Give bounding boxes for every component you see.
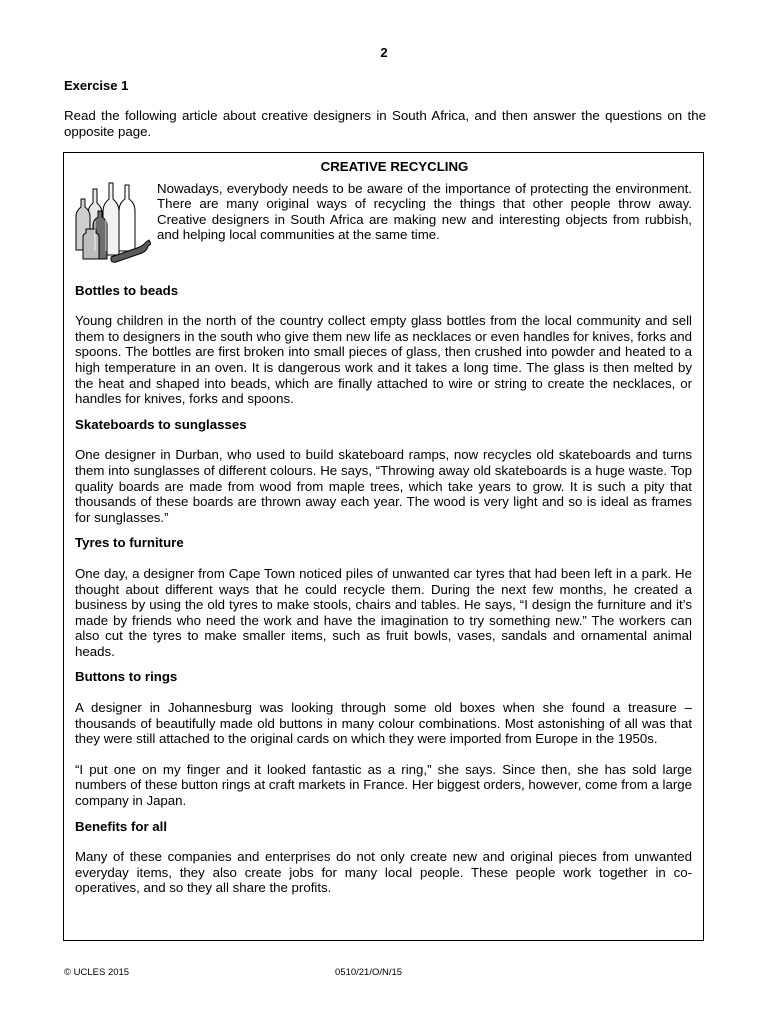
article-intro: Nowadays, everybody needs to be aware of the importance of protecting the environment. There are many original ways of recycling the things that other people throw away. Creative designers in South Africa are making new and interesting objects from rubbish, and helping local communities at the same time.: [157, 180, 692, 243]
article-content: [75, 159, 692, 896]
article-title: CREATIVE RECYCLING: [320, 159, 469, 174]
footer-copyright: © UCLES 2015: [64, 967, 130, 978]
section-heading-benefits-for-all: Benefits for all: [75, 818, 168, 834]
section-heading-buttons-to-rings: Buttons to rings: [75, 669, 178, 685]
article-box: [63, 152, 704, 941]
instructions: Read the following article about creative designers in South Africa, and then answer the questions on the opposite page.: [64, 108, 706, 139]
section-heading-skateboards-to-sunglasses: Skateboards to sunglasses: [75, 416, 247, 432]
section-paragraph: Young children in the north of the country collect empty glass bottles from the local community and sell them to designers in the south who give them new life as necklaces or even handles for knives, forks and spoons. The bottles are first broken into small pieces of glass, then crushed into powder and heated to a high temperature in an oven. It is dangerous work and it takes a long time. The glass is then melted by the heat and shaped into beads, which are finally attached to wire or string to create the necklaces, or handles for knives, forks and spoons.: [75, 313, 692, 407]
exercise-title: Exercise 1: [64, 78, 129, 93]
section-paragraph: One day, a designer from Cape Town noticed piles of unwanted car tyres that had been left in a park. He thought about different ways that he could recycle them. During the next few months, he created a business by using the old tyres to make stools, chairs and tables. He says, “I design the furniture and it’s made by friends who need the work and have the imagination to try something new.” The workers can also cut the tyres to make smaller items, such as fruit bowls, vases, sandals and ornamental animal heads.: [75, 565, 692, 659]
section-paragraph: “I put one on my finger and it looked fantastic as a ring,” she says. Since then, she has sold large numbers of these button rings at craft markets in France. Her biggest orders, however, come from a large company in Japan.: [75, 761, 692, 809]
section-paragraph: One designer in Durban, who used to build skateboard ramps, now recycles old skateboards and turns them into sunglasses of different colours. He says, “Throwing away old skateboards is a huge waste. Top quality boards are made from wood from maple trees, which take years to grow. It is such a pity that thousands of these boards are thrown away each year. The wood is very light and so is ideal as frames for sunglasses.”: [75, 447, 692, 525]
section-heading-tyres-to-furniture: Tyres to furniture: [75, 535, 184, 551]
section-paragraph: A designer in Johannesburg was looking through some old boxes when she found a treasure – thousands of beautifully made old buttons in many colour combinations. Most astonishing of all was that they were still attached to the original cards on which they were imported from Europe in the 1950s.: [75, 700, 692, 747]
page-number: 2: [380, 45, 388, 60]
section-paragraph: Many of these companies and enterprises do not only create new and original pieces from unwanted everyday items, they also create jobs for many local people. These people work together in co-operatives, and so they all share the profits.: [75, 849, 692, 896]
glass-bottles-illustration: [71, 181, 151, 269]
footer-paper-code: 0510/21/O/N/15: [335, 967, 403, 978]
section-heading-bottles-to-beads: Bottles to beads: [75, 282, 179, 298]
